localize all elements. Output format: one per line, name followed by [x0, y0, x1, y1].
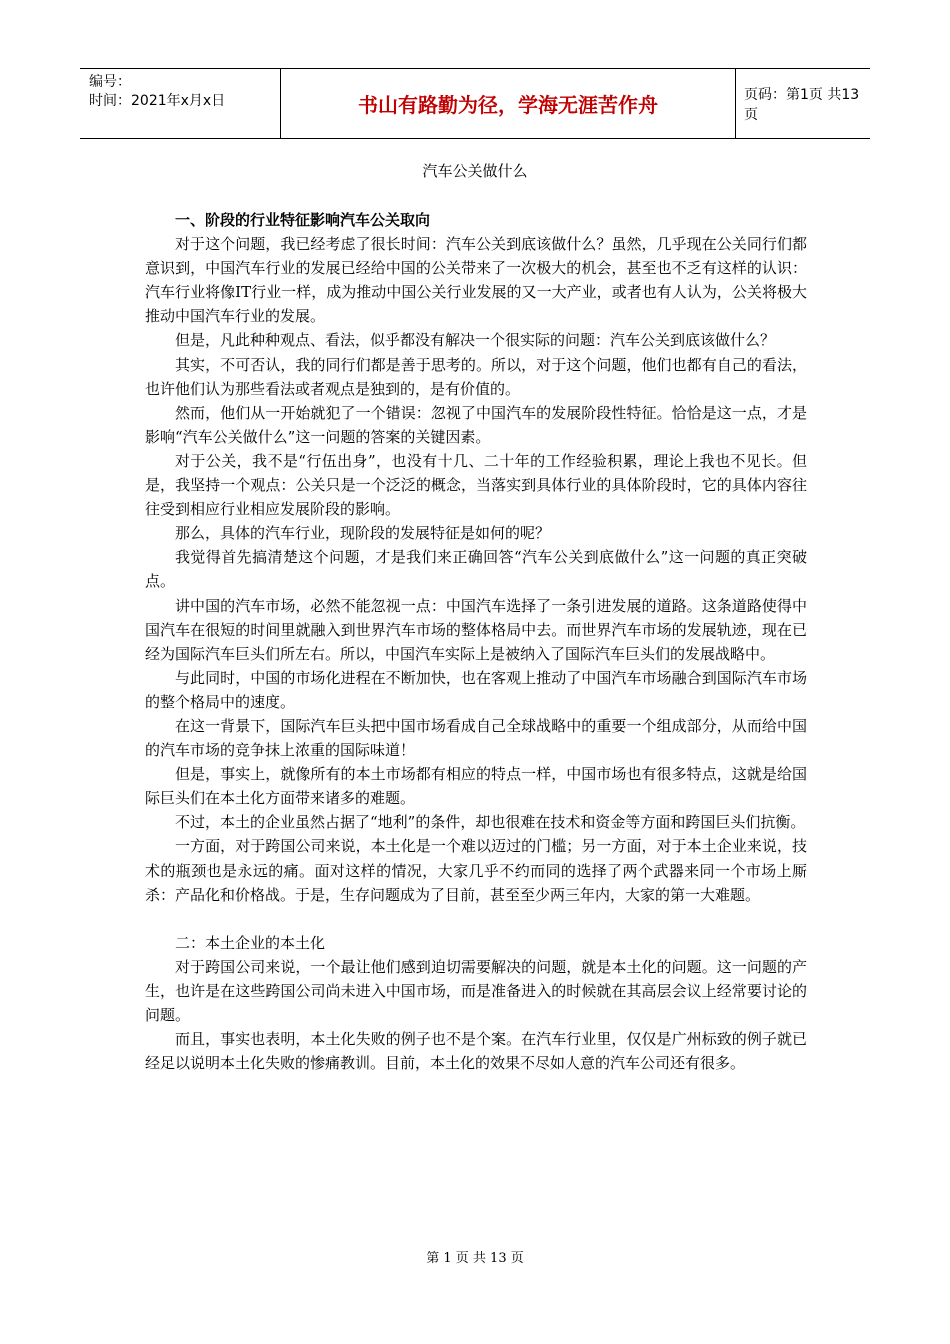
paragraph: 然而，他们从一开始就犯了一个错误：忽视了中国汽车的发展阶段性特征。恰恰是这一点，才是影响“汽车公关做什么”这一问题的答案的关键因素。	[145, 403, 807, 446]
paragraph: 但是，事实上，就像所有的本土市场都有相应的特点一样，中国市场也有很多特点，这就是给国际巨头们在本土化方面带来诸多的难题。	[145, 765, 807, 808]
section-heading: 二：本土企业的本土化	[175, 933, 326, 952]
paragraph: 那么，具体的汽车行业，现阶段的发展特征是如何的呢？	[175, 524, 551, 543]
paragraph: 其实，不可否认，我的同行们都是善于思考的。所以，对于这个问题，他们也都有自己的看法，也许他们认为那些看法或者观点是独到的，是有价值的。	[145, 355, 807, 398]
paragraph: 讲中国的汽车市场，必然不能忽视一点：中国汽车选择了一条引进发展的道路。这条道路使得中国汽车在很短的时间里就融入到世界汽车市场的整体格局中去。而世界汽车市场的发展轨迹，现在已经为国际汽车巨头们所左右。所以，中国汽车实际上是被纳入了国际汽车巨头们的发展战略中。	[145, 596, 807, 663]
section-heading: 一、阶段的行业特征影响汽车公关取向	[175, 211, 431, 229]
paragraph: 而且，事实也表明，本土化失败的例子也不是个案。在汽车行业里，仅仅是广州标致的例子就已经足以说明本土化失败的惨痛教训。目前，本土化的效果不尽如人意的汽车公司还有很多。	[145, 1030, 807, 1073]
header-motto: 书山有路勤为径，学海无涯苦作舟	[281, 69, 736, 138]
header-page-info: 页码：第1页 共13页	[744, 86, 860, 123]
document-number-label: 编号：	[89, 74, 131, 90]
paragraph: 一方面，对于跨国公司来说，本土化是一个难以迈过的门槛；另一方面，对于本土企业来说，技术的瓶颈也是永远的痛。面对这样的情况，大家几乎不约而同的选择了两个武器来同一个市场上厮杀：产品化和价格战。于是，生存问题成为了目前，甚至至少两三年内，大家的第一大难题。	[145, 837, 807, 904]
paragraph: 不过，本土的企业虽然占据了“地利”的条件，却也很难在技术和资金等方面和跨国巨头们抗衡。	[175, 813, 806, 832]
document-body	[145, 208, 807, 1075]
paragraph: 我觉得首先搞清楚这个问题，才是我们来正确回答“汽车公关到底做什么”这一问题的真正突破点。	[145, 548, 807, 591]
paragraph: 对于这个问题，我已经考虑了很长时间：汽车公关到底该做什么？虽然，几乎现在公关同行们都意识到，中国汽车行业的发展已经给中国的公关带来了一次极大的机会，甚至也不乏有这样的认识：汽车行业将像IT行业一样，成为推动中国公关行业发展的又一大产业，或者也有人认为，公关将极大推动中国汽车行业的发展。	[145, 235, 807, 326]
document-date: 时间：2021年x月x日	[89, 93, 226, 109]
paragraph: 对于公关，我不是“行伍出身”，也没有十几、二十年的工作经验积累，理论上我也不见长。但是，我坚持一个观点：公关只是一个泛泛的概念，当落实到具体行业的具体阶段时，它的具体内容往往受到相应行业相应发展阶段的影响。	[145, 451, 807, 519]
page-header	[80, 68, 870, 139]
paragraph: 对于跨国公司来说，一个最让他们感到迫切需要解决的问题，就是本土化的问题。这一问题的产生，也许是在这些跨国公司尚未进入中国市场，而是准备进入的时候就在其高层会议上经常要讨论的问题。	[145, 957, 807, 1024]
header-meta	[80, 69, 281, 138]
document-title: 汽车公关做什么	[422, 162, 528, 180]
page-footer: 第 1 页 共 13 页	[426, 1251, 524, 1266]
paragraph: 在这一背景下，国际汽车巨头把中国市场看成自己全球战略中的重要一个组成部分，从而给中国的汽车市场的竞争抹上浓重的国际味道！	[145, 716, 807, 760]
paragraph: 与此同时，中国的市场化进程在不断加快，也在客观上推动了中国汽车市场融合到国际汽车市场的整个格局中的速度。	[145, 668, 807, 711]
paragraph: 但是，凡此种种观点、看法，似乎都没有解决一个很实际的问题：汽车公关到底该做什么？	[175, 331, 776, 350]
